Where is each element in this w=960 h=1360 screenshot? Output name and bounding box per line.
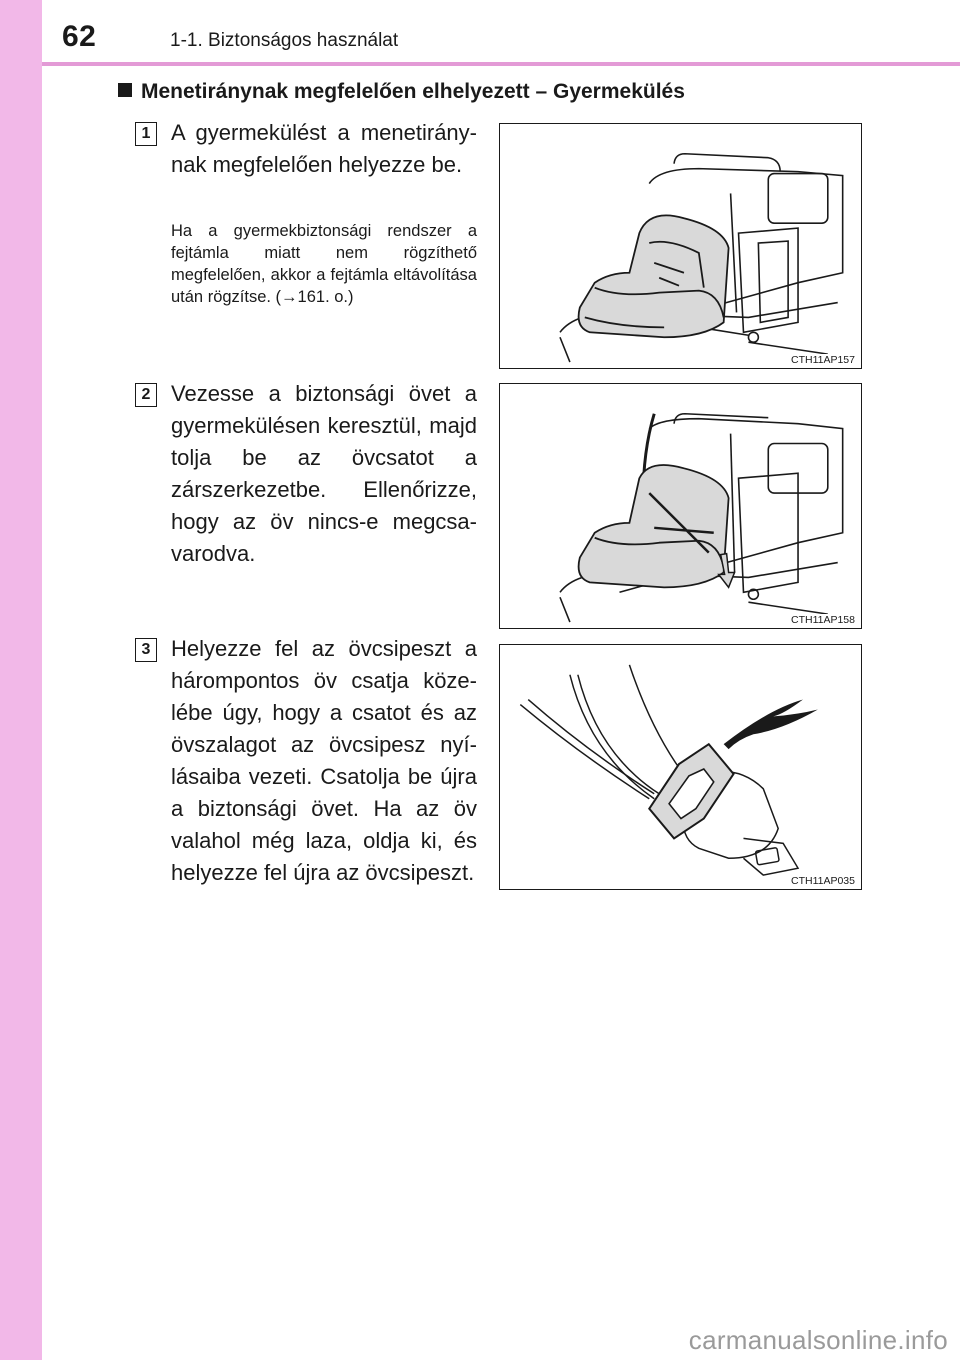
- header-rule: [42, 62, 960, 66]
- square-bullet-icon: [118, 83, 132, 97]
- figure-belt-clip: [499, 644, 862, 890]
- figure-code: CTH11AP035: [790, 875, 855, 887]
- belt-routing-illustration: [500, 384, 861, 628]
- figure-child-seat-installed: [499, 123, 862, 369]
- step-3-text: Helyezze fel az övcsipeszt a hárompontos öv csatja közelébe úgy, hogy a csatot és az övszalagot az övcsipesz nyílásaiba vezeti. Csatolja be újra a biztonsági övet. Ha az öv valahol még laza, oldja ki, és helyezze fel újra az övcsipeszt.: [171, 636, 477, 885]
- step-3-number: 3: [135, 638, 157, 662]
- sidebar-tab: [0, 0, 42, 1360]
- section-title: 1-1. Biztonságos használat: [170, 30, 399, 51]
- subsection-heading-text: Menetiránynak megfelelően elhelyezett – Gyermekülés: [141, 80, 685, 103]
- step-1-note: Ha a gyermekbiztonsági rendszer a fejtámla miatt nem rögzíthető megfelelően, akkor a fejtámla eltávolítása után rögzítse. (→161. o.): [171, 222, 477, 306]
- figure-code: CTH11AP158: [790, 614, 855, 626]
- child-seat-illustration: [500, 124, 861, 368]
- page-number: 62: [62, 20, 97, 53]
- step-2-text: Vezesse a biztonsági övet a gyermekülésen keresztül, majd tolja be az övcsatot a zárszerkezetbe. Ellenőrizze, hogy az öv nincs-e megcsavarodva.: [171, 381, 477, 566]
- step-1-number: 1: [135, 122, 157, 146]
- figure-code: CTH11AP157: [790, 354, 855, 366]
- figure-belt-through-seat: [499, 383, 862, 629]
- watermark: carmanualsonline.info: [688, 1325, 948, 1355]
- belt-clip-illustration: [500, 645, 861, 889]
- step-2-number: 2: [135, 383, 157, 407]
- subsection-heading: [118, 80, 685, 104]
- step-1-text: A gyermekülést a menetiránynak megfelelően helyezze be.: [171, 120, 477, 177]
